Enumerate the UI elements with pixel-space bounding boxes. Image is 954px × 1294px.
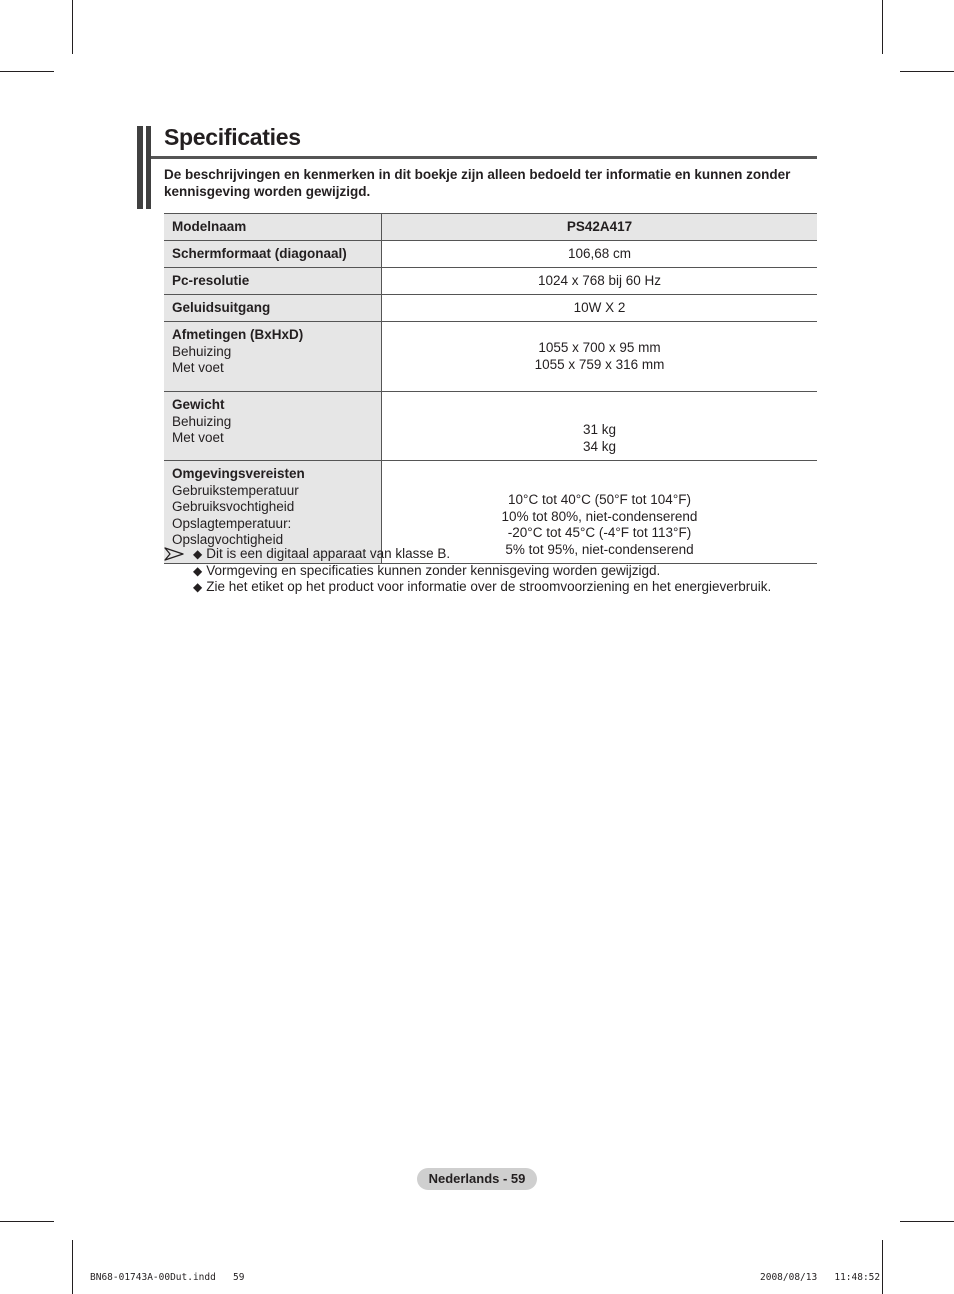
spec-label: Geluidsuitgang <box>164 295 382 322</box>
list-item: ◆ Dit is een digitaal apparaat van klasse B. <box>193 546 451 561</box>
crop-mark <box>900 71 954 72</box>
crop-mark <box>882 1240 883 1294</box>
spec-label: Gewicht Behuizing Met voet <box>164 392 382 461</box>
crop-mark <box>72 0 73 54</box>
table-row <box>164 214 817 241</box>
arrow-right-icon <box>164 546 184 562</box>
spec-label: Omgevingsvereisten Gebruikstemperatuur Gebruiksvochtigheid Opslagtemperatuur: Opslagvochtigheid <box>164 461 382 564</box>
crop-mark <box>0 1221 54 1222</box>
crop-mark <box>0 71 54 72</box>
diamond-bullet-icon: ◆ <box>193 580 203 594</box>
list-item: ◆ Vormgeving en specificaties kunnen zonder kennisgeving worden gewijzigd. <box>193 562 661 578</box>
spec-value: 1024 x 768 bij 60 Hz <box>382 268 818 295</box>
spec-label: Modelnaam <box>164 214 382 241</box>
table-row <box>164 268 817 295</box>
spec-value: 1055 x 700 x 95 mm 1055 x 759 x 316 mm <box>382 322 818 392</box>
file-info: BN68-01743A-00Dut.indd 59 <box>90 1272 245 1283</box>
spec-value: 10W X 2 <box>382 295 818 322</box>
title-accent-bar <box>146 126 151 209</box>
page-title: Specificaties <box>164 124 301 150</box>
title-accent-bar <box>137 126 143 209</box>
spec-table <box>164 213 817 564</box>
intro-text: De beschrijvingen en kenmerken in dit boekje zijn alleen bedoeld ter informatie en kunnen zonder kennisgeving worden gewijzigd. <box>164 167 791 199</box>
spec-label: Schermformaat (diagonaal) <box>164 241 382 268</box>
diamond-bullet-icon: ◆ <box>193 547 203 561</box>
spec-value: 31 kg 34 kg <box>382 392 818 461</box>
spec-value: PS42A417 <box>382 214 818 241</box>
spec-label: Pc-resolutie <box>164 268 382 295</box>
spec-value: 10°C tot 40°C (50°F tot 104°F) 10% tot 80%, niet-condenserend -20°C tot 45°C (-4°F tot 113°F) 5% tot 95%, niet-condenserend <box>382 461 818 564</box>
spec-value: 106,68 cm <box>382 241 818 268</box>
crop-mark <box>72 1240 73 1294</box>
table-row <box>164 295 817 322</box>
diamond-bullet-icon: ◆ <box>193 563 203 578</box>
crop-mark <box>882 0 883 54</box>
crop-mark <box>900 1221 954 1222</box>
list-item: ◆ Zie het etiket op het product voor informatie over de stroomvoorziening en het energieverbruik. <box>193 579 772 594</box>
table-row <box>164 322 817 392</box>
table-row <box>164 241 817 268</box>
spec-label: Afmetingen (BxHxD) Behuizing Met voet <box>164 322 382 392</box>
table-row <box>164 392 817 461</box>
timestamp: 2008/08/13 11:48:52 <box>760 1272 881 1283</box>
page-number-badge: Nederlands - 59 <box>417 1168 537 1190</box>
title-rule <box>151 156 817 159</box>
notes-list <box>193 546 833 596</box>
